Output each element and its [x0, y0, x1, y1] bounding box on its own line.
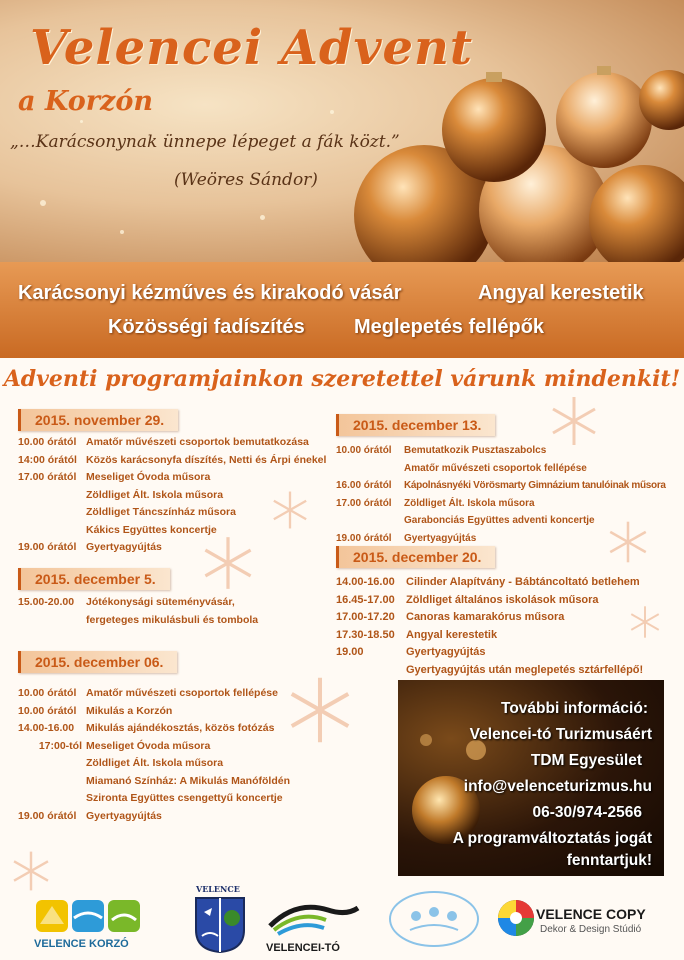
- event-row: [18, 612, 258, 630]
- event-time: 17.30-18.50: [336, 628, 395, 641]
- event-list: [336, 442, 666, 547]
- event-row: [18, 685, 290, 703]
- event-desc: Jótékonysági süteményvásár,: [86, 596, 235, 608]
- event-desc: Bemutatkozik Pusztaszabolcs: [404, 445, 547, 456]
- event-desc: Garabonciás Együttes adventi koncertje: [404, 515, 595, 526]
- event-time: [18, 522, 86, 540]
- event-time: 19.00 órától: [336, 532, 392, 544]
- logo-strip: [0, 880, 684, 960]
- event-row: [18, 504, 326, 522]
- event-list: [18, 434, 326, 557]
- event-desc: Gyertyagyújtás: [86, 809, 162, 822]
- info-org: TDM Egyesület: [530, 752, 642, 769]
- sparkle: [80, 120, 83, 123]
- sparkle: [40, 200, 46, 206]
- date-heading: 2015. december 5.: [18, 568, 170, 590]
- event-row: [18, 434, 326, 452]
- logo-copy-tagline: Dekor & Design Stúdió: [540, 924, 642, 935]
- event-desc: Miamanó Színház: A Mikulás Manóföldén: [86, 774, 290, 787]
- event-row: [18, 469, 326, 487]
- event-row: [18, 594, 258, 612]
- event-desc: Meseliget Óvoda műsora: [86, 739, 211, 752]
- event-row: [336, 530, 666, 548]
- event-desc: Meseliget Óvoda műsora: [86, 471, 211, 483]
- event-desc: Mikulás a Korzón: [86, 704, 173, 717]
- event-desc: Kákics Együttes koncertje: [86, 523, 217, 536]
- info-heading: További információ:: [501, 700, 648, 717]
- snowflake-icon: [285, 675, 355, 745]
- event-desc: Zöldliget általános iskolások műsora: [406, 593, 599, 606]
- date-heading: 2015. december 06.: [18, 651, 177, 673]
- event-row: [336, 662, 643, 680]
- event-row: [336, 512, 666, 530]
- event-time: [18, 790, 86, 808]
- banner-item: Karácsonyi kézműves és kirakodó vásár: [18, 282, 402, 304]
- event-time: 14:00 órától: [18, 453, 77, 466]
- event-time: 10.00 órától: [18, 687, 77, 699]
- event-time: [18, 504, 86, 522]
- event-row: [336, 609, 643, 627]
- event-desc: fergeteges mikulásbuli és tombola: [86, 613, 259, 626]
- quote: „…Karácsonynak ünnepe lépeget a fák közt.”: [10, 132, 400, 152]
- info-notice: A programváltoztatás jogát: [452, 830, 652, 847]
- event-row: [18, 539, 326, 557]
- event-row: [18, 522, 326, 540]
- event-row: [336, 460, 666, 478]
- event-time: [336, 460, 404, 478]
- event-time: 14.00-16.00: [18, 722, 75, 734]
- event-desc: Zöldliget Táncszínház műsora: [86, 506, 236, 518]
- event-time: 14.00-16.00: [336, 576, 395, 588]
- event-desc: Cilinder Alapítvány - Bábtáncoltató betlehem: [406, 576, 640, 588]
- event-desc: Gyertyagyújtás: [406, 646, 486, 658]
- event-list: [18, 594, 258, 629]
- event-time: [336, 662, 406, 680]
- event-row: [18, 703, 290, 721]
- velence-copy-logo-icon: [496, 898, 536, 938]
- event-desc: Gyertyagyújtás: [86, 541, 162, 553]
- event-row: [18, 738, 290, 756]
- event-desc: Amatőr művészeti csoportok fellépése: [86, 687, 278, 699]
- banner-item: Angyal kerestetik: [478, 282, 644, 304]
- date-heading: 2015. december 20.: [336, 546, 495, 568]
- event-time: [336, 512, 404, 530]
- event-row: [18, 773, 290, 791]
- event-desc: Amatőr művészeti csoportok bemutatkozása: [86, 436, 309, 448]
- event-row: [336, 574, 643, 592]
- event-time: [18, 487, 86, 505]
- event-row: [336, 442, 666, 460]
- program-banner: [0, 262, 684, 358]
- info-box: [398, 680, 664, 876]
- event-time: 10.00 órától: [336, 445, 392, 456]
- velence-korzo-logo-icon: [34, 898, 146, 934]
- logo-crest-text: VELENCE: [196, 884, 240, 894]
- date-heading: 2015. december 13.: [336, 414, 495, 436]
- logo-korzo-text: VELENCE KORZÓ: [34, 938, 129, 950]
- event-time: 16.00 órától: [336, 480, 392, 491]
- event-time: 17.00-17.20: [336, 611, 395, 623]
- hero-section: [0, 0, 684, 262]
- event-row: [336, 627, 643, 645]
- event-time: 17.00 órától: [18, 471, 77, 483]
- event-time: 10.00 órától: [18, 704, 77, 717]
- velence-coat-of-arms-icon: [194, 896, 246, 954]
- event-desc: Amatőr művészeti csoportok fellépése: [404, 462, 587, 474]
- event-time: [18, 773, 86, 791]
- event-row: [18, 487, 326, 505]
- event-time: 17:00-tól: [38, 739, 82, 752]
- event-time: 16.45-17.00: [336, 593, 395, 606]
- date-heading: 2015. november 29.: [18, 409, 178, 431]
- event-time: [18, 755, 86, 773]
- quote-author: (Weöres Sándor): [174, 170, 318, 190]
- event-desc: Canoras kamarakórus műsora: [406, 611, 565, 623]
- event-time: 19.00 órától: [18, 541, 77, 553]
- event-list: [18, 685, 290, 825]
- sparkle: [260, 215, 265, 220]
- event-desc: Zöldliget Ált. Iskola műsora: [86, 488, 224, 501]
- community-circle-logo-icon: [388, 890, 480, 948]
- info-phone: 06-30/974-2566: [532, 804, 642, 821]
- info-notice: fenntartjuk!: [566, 852, 652, 869]
- page-subtitle: a Korzón: [18, 86, 153, 117]
- event-row: [336, 477, 666, 495]
- event-row: [18, 452, 326, 470]
- event-desc: Gyertyagyújtás után meglepetés sztárfellépő!: [406, 663, 644, 676]
- logo-copy-name: VELENCE COPY: [536, 906, 646, 922]
- event-time: 19.00: [336, 646, 364, 658]
- event-row: [18, 808, 290, 826]
- event-desc: Zöldliget Ált. Iskola műsora: [86, 757, 224, 769]
- event-desc: Angyal kerestetik: [406, 628, 498, 641]
- snowflake-icon: [548, 395, 600, 447]
- event-desc: Zöldliget Ált. Iskola műsora: [404, 497, 535, 509]
- logo-velencei-to-text: VELENCEI-TÓ: [266, 942, 340, 954]
- event-desc: Mikulás ajándékosztás, közös fotózás: [86, 722, 275, 734]
- velencei-to-logo-icon: [266, 896, 362, 938]
- event-row: [18, 755, 290, 773]
- info-email-link[interactable]: info@velenceturizmus.hu: [463, 778, 652, 795]
- event-row: [18, 790, 290, 808]
- banner-item: Közösségi fadíszítés: [108, 316, 305, 338]
- event-time: 17.00 órától: [336, 497, 392, 509]
- christmas-ornaments-image: [314, 60, 684, 262]
- event-desc: Közös karácsonyfa díszítés, Netti és Árpi énekel: [86, 453, 327, 466]
- welcome-text: Adventi programjainkon szeretettel várunk mindenkit!: [3, 366, 681, 392]
- event-desc: Kápolnásnyéki Vörösmarty Gimnázium tanulóinak műsora: [404, 480, 666, 491]
- banner-item: Meglepetés fellépők: [354, 316, 545, 338]
- page-title: Velencei Advent: [30, 20, 474, 76]
- event-row: [336, 644, 643, 662]
- event-list: [336, 574, 643, 679]
- event-row: [336, 592, 643, 610]
- event-desc: Szironta Együttes csengettyű koncertje: [86, 792, 283, 804]
- event-row: [336, 495, 666, 513]
- event-time: 15.00-20.00: [18, 596, 75, 608]
- event-desc: Gyertyagyújtás: [404, 532, 477, 544]
- event-time: 19.00 órától: [18, 809, 77, 822]
- sparkle: [120, 230, 124, 234]
- info-org: Velencei-tó Turizmusáért: [469, 726, 652, 743]
- event-row: [18, 720, 290, 738]
- event-time: 10.00 órától: [18, 436, 77, 448]
- event-time: [18, 612, 86, 630]
